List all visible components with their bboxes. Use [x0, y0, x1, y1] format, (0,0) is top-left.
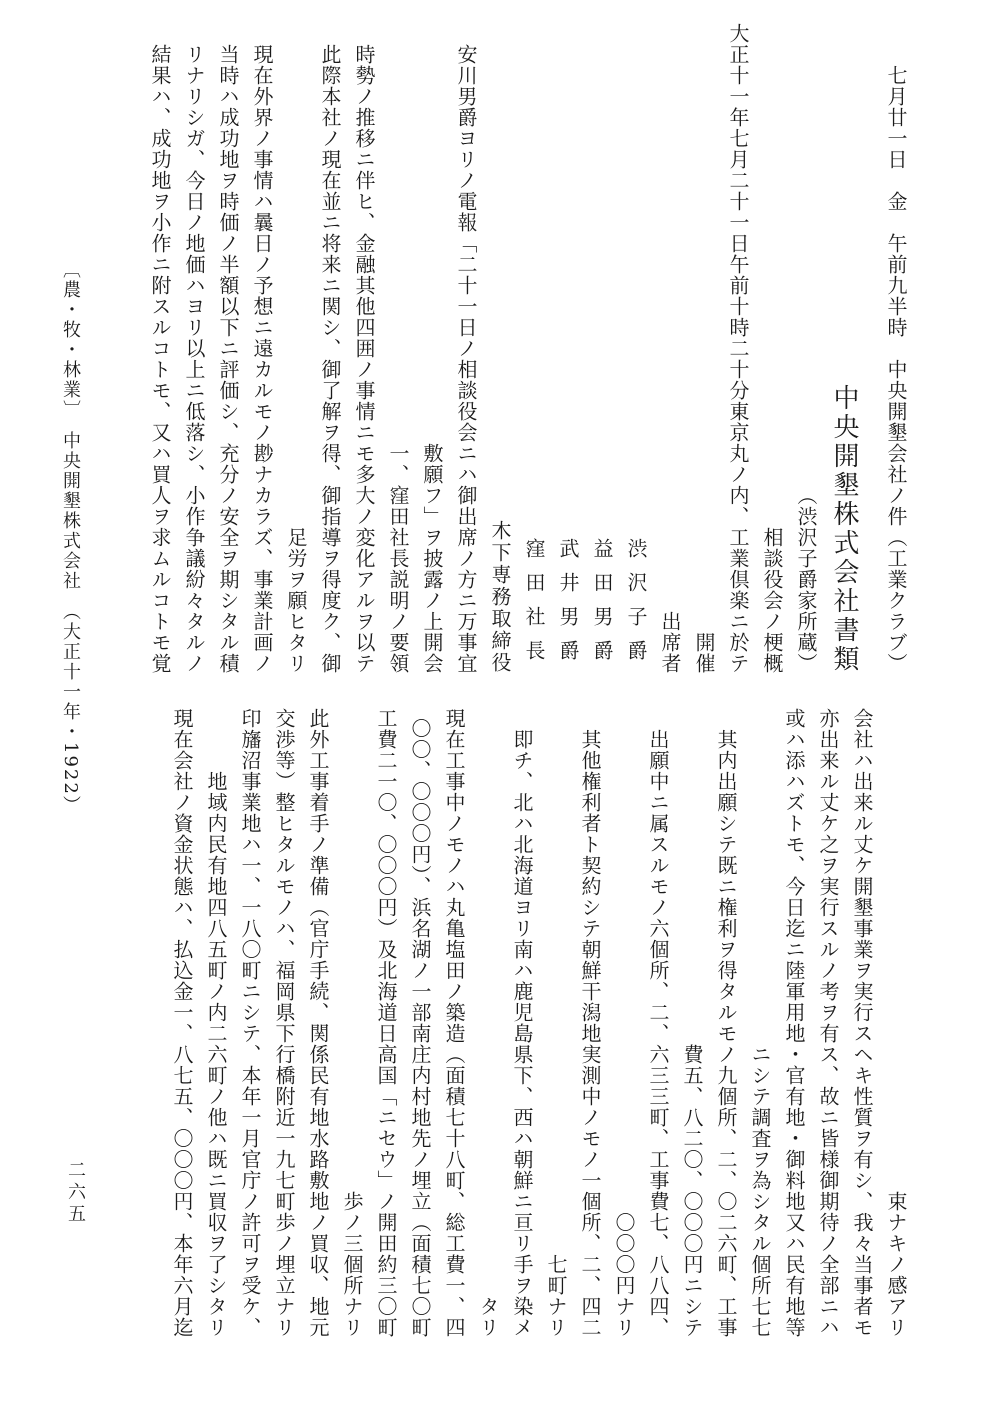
text-column: 会社ハ出来ル丈ケ開墾事業ヲ実行スヘキ性質ヲ有シ、我々当事者モ — [850, 708, 874, 1338]
text-column: 一、窪田社長説明ノ要領 — [386, 443, 410, 674]
text-column: 〇〇、〇〇〇円）、浜名湖ノ一部南庄内村地先ノ埋立（面積七〇町 — [408, 718, 432, 1338]
text-column: 当時ハ成功地ヲ時価ノ半額以下ニ評価シ、充分ノ安全ヲ期シタル積 — [216, 44, 240, 674]
text-column: 出願中ニ属スルモノ六個所、二、六三三町、工事費七、八八四、 — [646, 729, 670, 1338]
page-number: 二六五 — [65, 1160, 86, 1226]
attendees-heading: 出席者 — [658, 611, 682, 674]
text-column: 地域内民有地四八五町ノ内二六町ノ他ハ既ニ買収ヲ了シタリ — [204, 771, 228, 1338]
text-column: リナリシガ、今日ノ地価ハヨリ以上ニ低落シ、小作争議紛々タルノ — [182, 44, 206, 674]
text-column: 七月廿一日 金 午前九半時 中央開墾会社ノ件（工業クラブ） — [884, 65, 908, 674]
text-column: 足労ヲ願ヒタリ — [284, 527, 308, 674]
text-column: 結果ハ、成功地ヲ小作ニ附スルコトモ、又ハ買人ヲ求ムルコトモ覚 — [148, 44, 172, 674]
text-column: 此際本社ノ現在並ニ将来ニ関シ、御了解ヲ得、御指導ヲ得度ク、御 — [318, 44, 342, 674]
text-column: 開催 — [692, 632, 716, 674]
attendee-name: 窪田社長 — [522, 538, 546, 674]
text-column: 交渉等）整ヒタルモノハ、福岡県下行橋附近一九七町歩ノ埋立ナリ — [272, 708, 296, 1338]
text-column: 亦出来ル丈ケ之ヲ実行スルノ考ヲ有ス、故ニ皆様御期待ノ全部ニハ — [816, 708, 840, 1338]
attendee-name: 益田男爵 — [590, 538, 614, 674]
lower-text-block — [165, 708, 913, 1338]
source-note: （渋沢子爵家所蔵） — [794, 485, 818, 674]
text-column: 安川男爵ヨリノ電報「二十一日ノ相談役会ニハ御出席ノ方ニ万事宜 — [454, 44, 478, 674]
attendee-name: 武井男爵 — [556, 538, 580, 674]
section-heading: 相談役会ノ梗概 — [760, 527, 784, 674]
attendee-name: 木下専務取締役 — [488, 520, 512, 674]
text-column: 其他権利者ト契約シテ朝鮮干潟地実測中ノモノ一個所、二、四二 — [578, 729, 602, 1338]
text-column: 或ハ添ハズトモ、今日迄ニ陸軍用地・官有地・御料地又ハ民有地等 — [782, 708, 806, 1338]
text-column: 現在工事中ノモノハ丸亀塩田ノ築造（面積七十八町、総工費一、四 — [442, 708, 466, 1338]
text-column: タリ — [476, 1296, 500, 1338]
upper-text-block — [143, 23, 913, 674]
text-column: 工費二一〇、〇〇〇円）及北海道日高国「ニセウ」ノ開田約三〇町 — [374, 708, 398, 1338]
page-footer: 〔農・牧・林業〕 中央開墾株式会社 （大正十一年・1922） — [60, 260, 81, 816]
text-column: 現在外界ノ事情ハ曩日ノ予想ニ遠カルモノ尠ナカラズ、事業計画ノ — [250, 44, 274, 674]
text-column: 印旛沼事業地ハ一、一八〇町ニシテ、本年一月官庁ノ許可ヲ受ケ、 — [238, 708, 262, 1338]
text-column: 費五、八二〇、〇〇〇円ニシテ — [680, 1044, 704, 1338]
text-column: 其内出願シテ既ニ権利ヲ得タルモノ九個所、二、〇二六町、工事 — [714, 729, 738, 1338]
text-column: 敷願フ」ヲ披露ノ上開会 — [420, 443, 444, 674]
document-title: 中央開墾株式会社書類 — [829, 384, 859, 674]
text-column: 七町ナリ — [544, 1254, 568, 1338]
text-column: 歩ノ三個所ナリ — [340, 1191, 364, 1338]
text-column: 現在会社ノ資金状態ハ、払込金一、八七五、〇〇〇円、本年六月迄 — [170, 708, 194, 1338]
attendee-name: 渋沢子爵 — [624, 538, 648, 674]
text-column: 束ナキノ感アリ — [884, 1191, 908, 1338]
text-column: ニシテ調査ヲ為シタル個所七七 — [748, 1044, 772, 1338]
text-column: 此外工事着手ノ準備（官庁手続、関係民有地水路敷地ノ買収、地元 — [306, 708, 330, 1338]
text-column: 時勢ノ推移ニ伴ヒ、金融其他四囲ノ事情ニモ多大ノ変化アルヲ以テ — [352, 44, 376, 674]
text-column: 大正十一年七月二十一日午前十時二十分東京丸ノ内、工業倶楽ニ於テ — [726, 23, 750, 674]
text-column: 即チ、北ハ北海道ヨリ南ハ鹿児島県下、西ハ朝鮮ニ亘リ手ヲ染メ — [510, 729, 534, 1338]
text-column: 〇〇〇円ナリ — [612, 1212, 636, 1338]
